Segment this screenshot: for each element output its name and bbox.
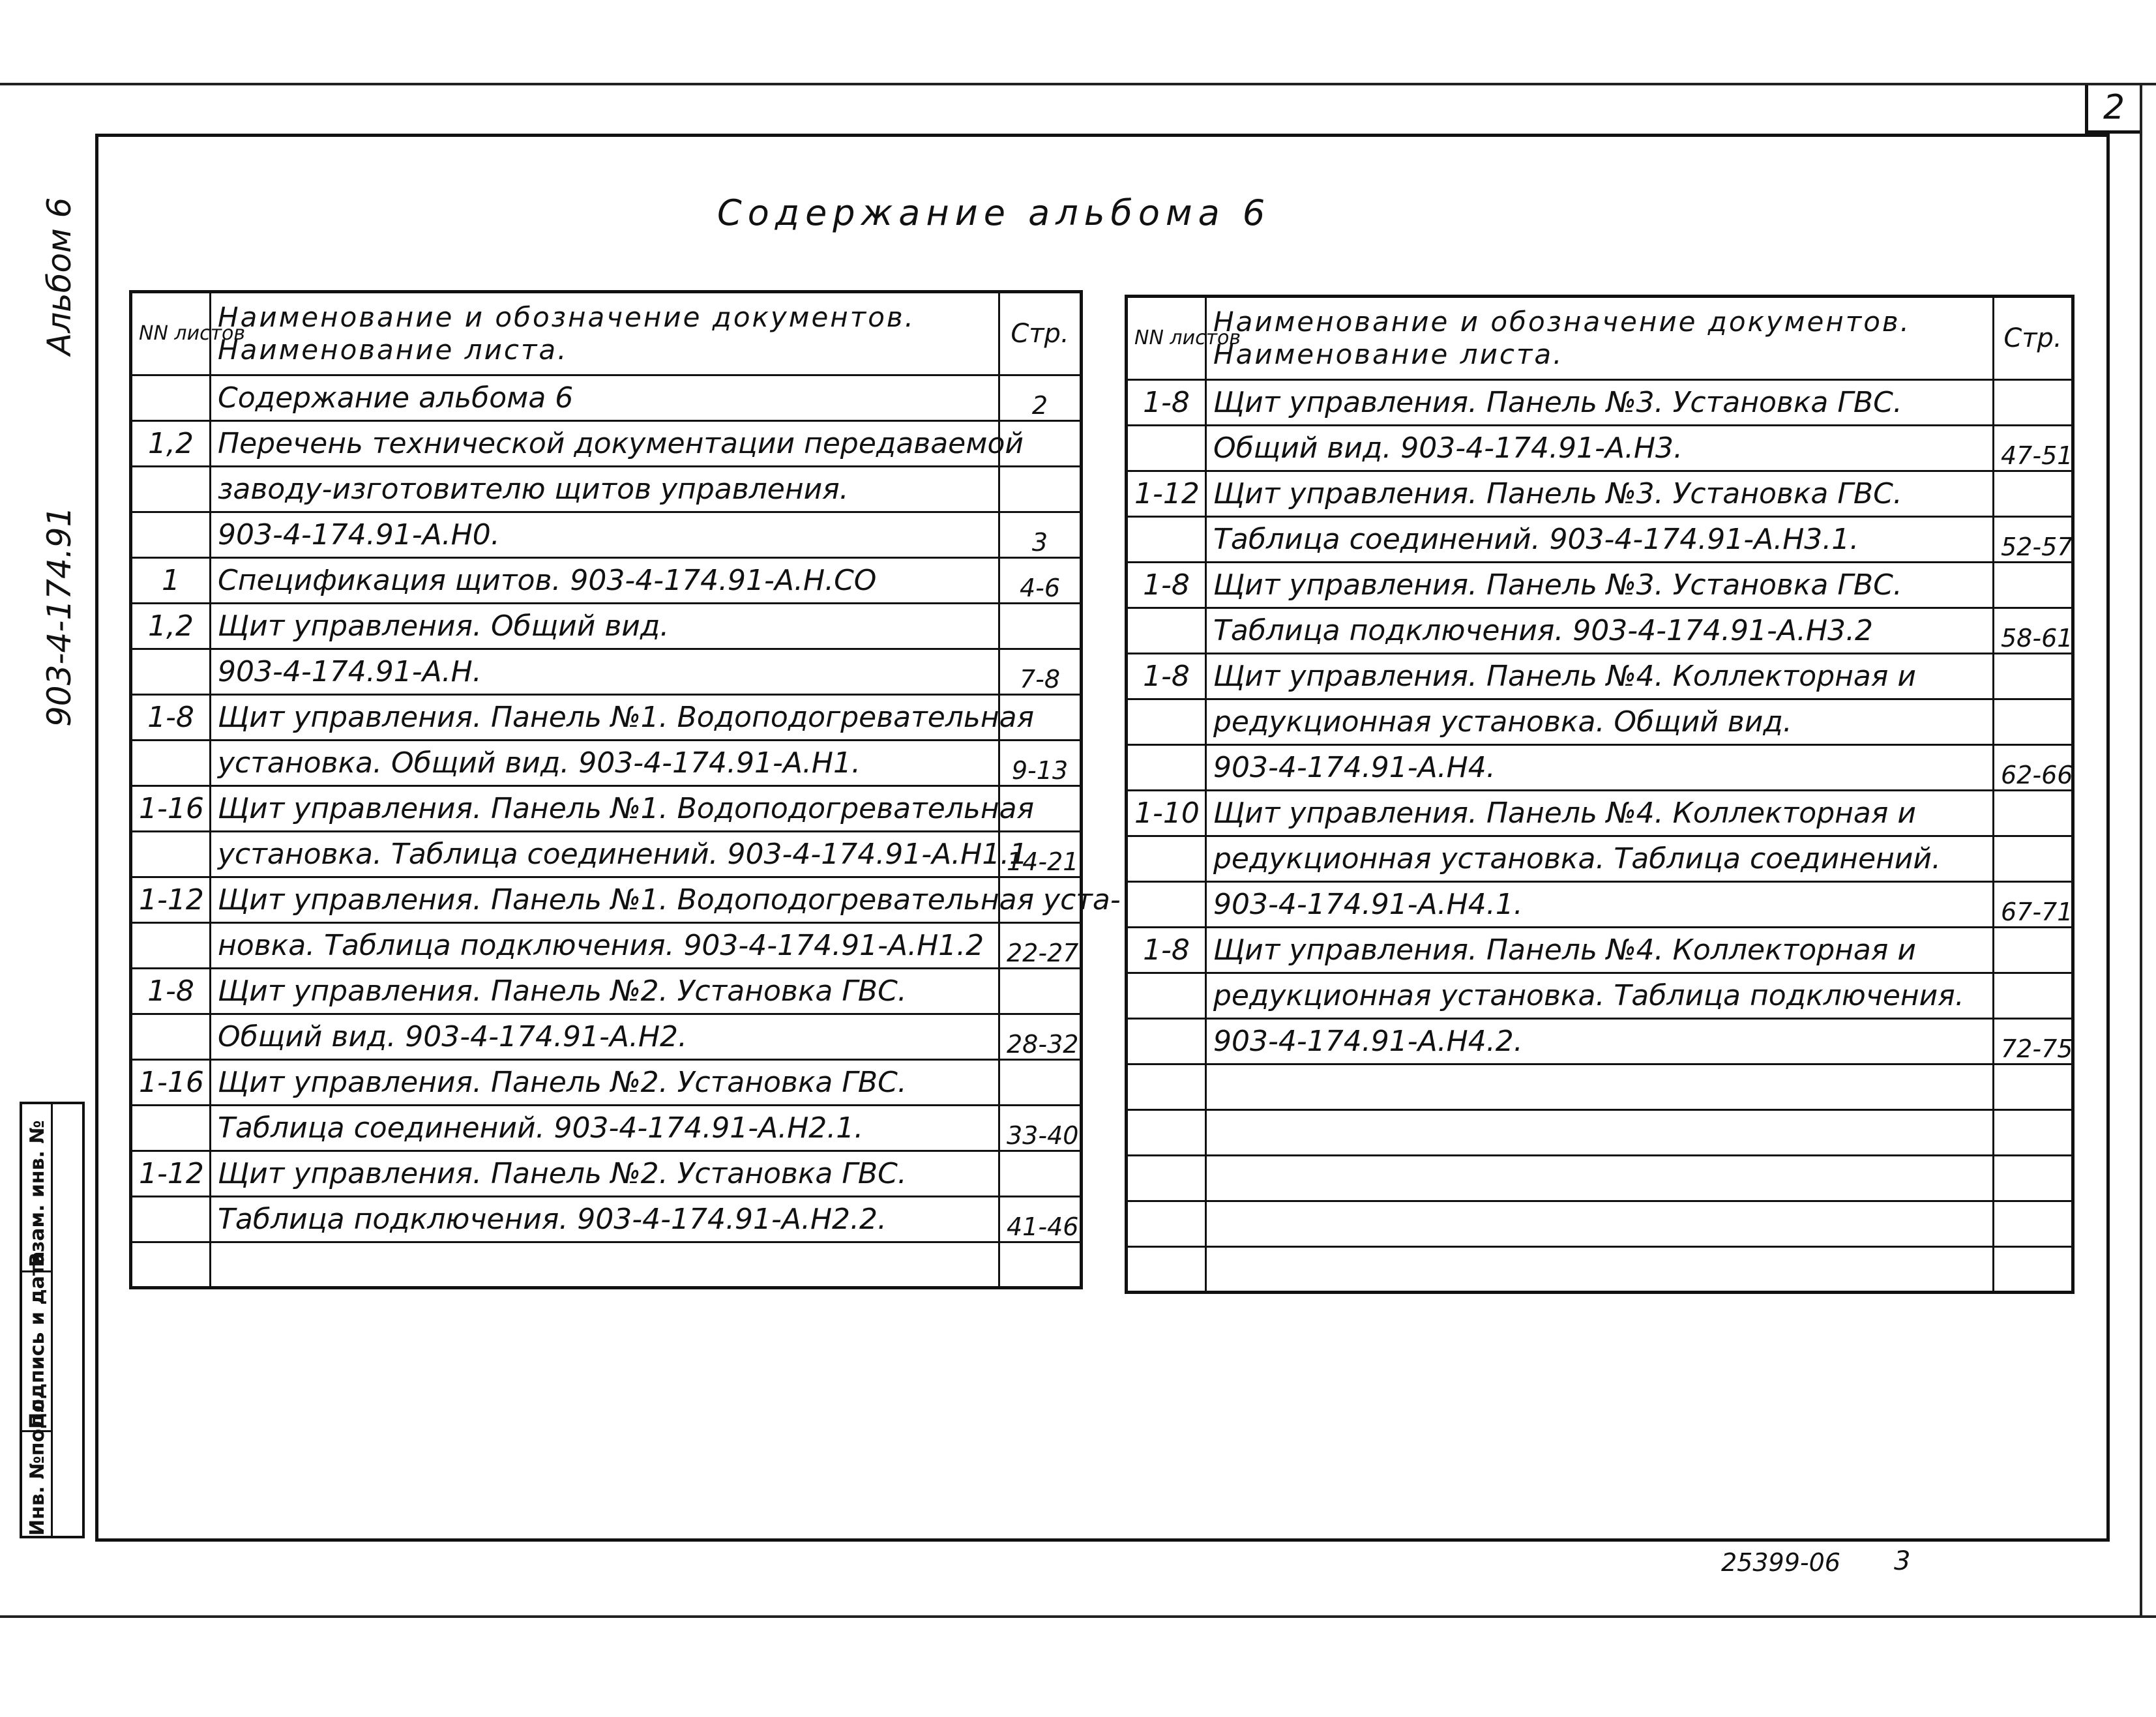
page-range-cell: 28-32	[999, 1014, 1082, 1060]
sheet-count-cell	[1127, 1156, 1206, 1201]
table-row	[131, 923, 1082, 969]
table-row	[1127, 1019, 2073, 1064]
sheet-count-cell: 1-8	[1127, 563, 1206, 608]
table-body-left	[131, 375, 1121, 1288]
sheet-count-cell: 1-12	[131, 1151, 211, 1197]
page-range-cell: 3	[999, 512, 1082, 558]
sheet-count-cell	[131, 832, 211, 877]
table-row	[131, 969, 1082, 1014]
document-name-cell: 903-4-174.91-А.Н4.	[1206, 745, 1994, 791]
table-row	[1127, 1110, 2073, 1156]
page-range-cell: 2	[999, 375, 1082, 421]
sheet-count-cell	[131, 1197, 211, 1242]
page-range-cell: 4-6	[999, 558, 1082, 604]
sheet-count-cell	[1127, 1110, 1206, 1156]
table-row	[131, 467, 1082, 512]
footer-page-number: 3	[1894, 1546, 1911, 1576]
page-range-cell: 72-75	[1994, 1019, 2073, 1064]
page-range-cell	[1994, 1201, 2073, 1247]
document-name-cell: Щит управления. Панель №3. Установка ГВС.	[1206, 563, 1994, 608]
document-name-cell: Щит управления. Общий вид.	[211, 604, 999, 649]
header-name	[1206, 297, 1994, 380]
page-range-cell	[1994, 471, 2073, 517]
sheet-count-cell	[1127, 1247, 1206, 1293]
sheet-count-cell: 1-16	[131, 1060, 211, 1106]
sheet-count-cell	[131, 741, 211, 786]
document-name-cell: Щит управления. Панель №1. Водоподогревательная	[211, 695, 999, 741]
sheet-count-cell	[131, 1014, 211, 1060]
page-range-cell	[1994, 1110, 2073, 1156]
document-name-cell: новка. Таблица подключения. 903-4-174.91-А.Н1.2	[211, 923, 999, 969]
sheet-count-cell	[1127, 836, 1206, 882]
table-row	[1127, 699, 2073, 745]
sheet-edge-bottom	[0, 1615, 2156, 1618]
sheet-count-cell: 1-10	[1127, 791, 1206, 836]
page-range-cell	[999, 969, 1082, 1014]
page-range-cell: 52-57	[1994, 517, 2073, 563]
header-page: Стр.	[1994, 297, 2073, 380]
page-range-cell: 14-21	[999, 832, 1082, 877]
sheet-count-cell	[1127, 973, 1206, 1019]
side-code-label: 903-4-174.91	[40, 506, 78, 727]
document-name-cell: редукционная установка. Таблица подключения.	[1206, 973, 1994, 1019]
table-row	[1127, 654, 2073, 699]
table-row	[131, 1151, 1082, 1197]
document-name-cell: установка. Таблица соединений. 903-4-174.91-А.Н1.1	[211, 832, 999, 877]
sheet-count-cell	[131, 467, 211, 512]
header-name-line1: Наименование и обозначение документов.	[218, 301, 916, 333]
document-name-cell	[1206, 1247, 1994, 1293]
sheet-count-cell: 1-16	[131, 786, 211, 832]
document-name-cell: Щит управления. Панель №4. Коллекторная и	[1206, 928, 1994, 973]
page-range-cell	[1994, 836, 2073, 882]
header-number: NN листов	[1127, 297, 1206, 380]
table-row	[1127, 608, 2073, 654]
page-range-cell	[1994, 699, 2073, 745]
sheet-edge-top	[0, 83, 2156, 85]
page-range-cell	[1994, 1064, 2073, 1110]
table-header-row	[1127, 297, 2073, 380]
table-row	[131, 741, 1082, 786]
document-name-cell: 903-4-174.91-А.Н0.	[211, 512, 999, 558]
page-range-cell: 7-8	[999, 649, 1082, 695]
table-row	[1127, 836, 2073, 882]
table-row	[1127, 745, 2073, 791]
document-name-cell: Щит управления. Панель №4. Коллекторная и	[1206, 791, 1994, 836]
document-name-cell: 903-4-174.91-А.Н.	[211, 649, 999, 695]
document-name-cell: Щит управления. Панель №2. Установка ГВС.	[211, 969, 999, 1014]
table-row	[131, 1106, 1082, 1151]
page-range-cell: 62-66	[1994, 745, 2073, 791]
table-row	[1127, 1201, 2073, 1247]
table-row	[131, 1197, 1082, 1242]
document-name-cell: 903-4-174.91-А.Н4.1.	[1206, 882, 1994, 928]
page-range-cell: 33-40	[999, 1106, 1082, 1151]
page-range-cell: 47-51	[1994, 426, 2073, 471]
stamp-label-replace: Взам. инв. №	[26, 1120, 49, 1267]
page-range-cell	[1994, 1247, 2073, 1293]
page-range-cell	[999, 604, 1082, 649]
sheet-count-cell: 1-8	[131, 695, 211, 741]
header-name-line2: Наименование листа.	[1213, 338, 1564, 370]
sheet-count-cell	[1127, 1064, 1206, 1110]
sheet-count-cell	[1127, 426, 1206, 471]
table-body-right	[1127, 380, 2073, 1293]
table-row	[131, 421, 1082, 467]
contents-table-right	[1125, 295, 2075, 1294]
table-row	[1127, 1247, 2073, 1293]
sheet-count-cell: 1-8	[1127, 928, 1206, 973]
sheet-count-cell	[131, 512, 211, 558]
document-name-cell	[1206, 1156, 1994, 1201]
header-name-line1: Наименование и обозначение документов.	[1213, 306, 1912, 338]
table-row	[131, 786, 1082, 832]
table-row	[1127, 791, 2073, 836]
sheet-count-cell: 1	[131, 558, 211, 604]
table-row	[1127, 517, 2073, 563]
sheet-count-cell	[1127, 1019, 1206, 1064]
sheet-count-cell: 1-12	[1127, 471, 1206, 517]
document-name-cell: редукционная установка. Общий вид.	[1206, 699, 1994, 745]
document-name-cell	[1206, 1110, 1994, 1156]
page-range-cell	[1994, 928, 2073, 973]
table-row	[131, 1014, 1082, 1060]
sheet-count-cell: 1-12	[131, 877, 211, 923]
page-range-cell: 67-71	[1994, 882, 2073, 928]
document-name-cell: Таблица подключения. 903-4-174.91-А.Н3.2	[1206, 608, 1994, 654]
table-row	[131, 695, 1082, 741]
table-row	[1127, 973, 2073, 1019]
sheet-count-cell: 1,2	[131, 421, 211, 467]
page-range-cell	[999, 1242, 1082, 1288]
table-row	[131, 877, 1082, 923]
document-name-cell: Щит управления. Панель №3. Установка ГВС.	[1206, 380, 1994, 426]
sheet-count-cell	[1127, 1201, 1206, 1247]
page-range-cell: 9-13	[999, 741, 1082, 786]
table-row	[1127, 1156, 2073, 1201]
sheet-count-cell: 1-8	[1127, 380, 1206, 426]
footer-doc-number: 25399-06	[1721, 1548, 1840, 1577]
document-name-cell: Щит управления. Панель №2. Установка ГВС.	[211, 1151, 999, 1197]
page-range-cell	[1994, 973, 2073, 1019]
page-range-cell	[1994, 1156, 2073, 1201]
table-row	[131, 375, 1082, 421]
sheet-count-cell	[131, 649, 211, 695]
table-row	[1127, 471, 2073, 517]
page-range-cell	[1994, 380, 2073, 426]
document-name-cell	[1206, 1201, 1994, 1247]
page-range-cell	[1994, 654, 2073, 699]
document-name-cell: Спецификация щитов. 903-4-174.91-А.Н.СО	[211, 558, 999, 604]
page-range-cell	[999, 1151, 1082, 1197]
table-row	[131, 1060, 1082, 1106]
table-row	[131, 832, 1082, 877]
page-range-cell	[999, 467, 1082, 512]
page-range-cell: 58-61	[1994, 608, 2073, 654]
document-name-cell: Щит управления. Панель №4. Коллекторная и	[1206, 654, 1994, 699]
header-page: Стр.	[999, 292, 1082, 375]
header-number: NN листов	[131, 292, 211, 375]
header-name-line2: Наименование листа.	[218, 334, 569, 366]
page-range-cell	[1994, 791, 2073, 836]
table-row	[1127, 928, 2073, 973]
document-name-cell: Таблица соединений. 903-4-174.91-А.Н2.1.	[211, 1106, 999, 1151]
table-row	[1127, 1064, 2073, 1110]
page-range-cell: 41-46	[999, 1197, 1082, 1242]
table-row	[131, 1242, 1082, 1288]
document-name-cell: Щит управления. Панель №1. Водоподогревательная	[211, 786, 999, 832]
table-row	[131, 649, 1082, 695]
sheet-count-cell: 1-8	[1127, 654, 1206, 699]
table-row	[1127, 380, 2073, 426]
document-name-cell: 903-4-174.91-А.Н4.2.	[1206, 1019, 1994, 1064]
sheet-count-cell: 1-8	[131, 969, 211, 1014]
document-name-cell: заводу-изготовителю щитов управления.	[211, 467, 999, 512]
page-range-cell: 22-27	[999, 923, 1082, 969]
document-name-cell	[1206, 1064, 1994, 1110]
side-album-label: Альбом 6	[40, 197, 78, 355]
table-row	[1127, 882, 2073, 928]
approval-stamp	[20, 1102, 85, 1538]
sheet-count-cell	[1127, 745, 1206, 791]
sheet-count-cell	[131, 1106, 211, 1151]
table-header-row	[131, 292, 1082, 375]
document-name-cell: Щит управления. Панель №3. Установка ГВС.	[1206, 471, 1994, 517]
sheet-count-cell	[131, 923, 211, 969]
page-range-cell	[1994, 563, 2073, 608]
sheet-number: 2	[2085, 85, 2140, 134]
table-row	[1127, 426, 2073, 471]
sheet-count-cell	[1127, 517, 1206, 563]
document-name-cell: редукционная установка. Таблица соединений.	[1206, 836, 1994, 882]
sheet-count-cell: 1,2	[131, 604, 211, 649]
sheet-count-cell	[1127, 882, 1206, 928]
document-name-cell: Содержание альбома 6	[211, 375, 999, 421]
table-row	[131, 558, 1082, 604]
document-name-cell	[211, 1242, 999, 1288]
stamp-label-signature: Подпись и дата	[26, 1251, 49, 1429]
document-name-cell: Щит управления. Панель №1. Водоподогревательная уста-	[211, 877, 999, 923]
document-name-cell: Общий вид. 903-4-174.91-А.Н3.	[1206, 426, 1994, 471]
document-name-cell: Общий вид. 903-4-174.91-А.Н2.	[211, 1014, 999, 1060]
document-name-cell: Таблица подключения. 903-4-174.91-А.Н2.2.	[211, 1197, 999, 1242]
sheet-count-cell	[1127, 608, 1206, 654]
page-title: Содержание альбома 6	[717, 192, 1271, 233]
page-range-cell	[999, 1060, 1082, 1106]
document-name-cell: Таблица соединений. 903-4-174.91-А.Н3.1.	[1206, 517, 1994, 563]
sheet-count-cell	[131, 375, 211, 421]
sheet-count-cell	[1127, 699, 1206, 745]
sheet-edge-right	[2140, 83, 2142, 1618]
table-row	[131, 604, 1082, 649]
document-name-cell: Перечень технической документации передаваемой	[211, 421, 999, 467]
document-name-cell: установка. Общий вид. 903-4-174.91-А.Н1.	[211, 741, 999, 786]
header-name	[211, 292, 999, 375]
document-name-cell: Щит управления. Панель №2. Установка ГВС.	[211, 1060, 999, 1106]
sheet-count-cell	[131, 1242, 211, 1288]
table-row	[1127, 563, 2073, 608]
table-row	[131, 512, 1082, 558]
contents-table-left	[129, 290, 1121, 1289]
stamp-label-inv: Инв. №подл.	[26, 1391, 49, 1536]
